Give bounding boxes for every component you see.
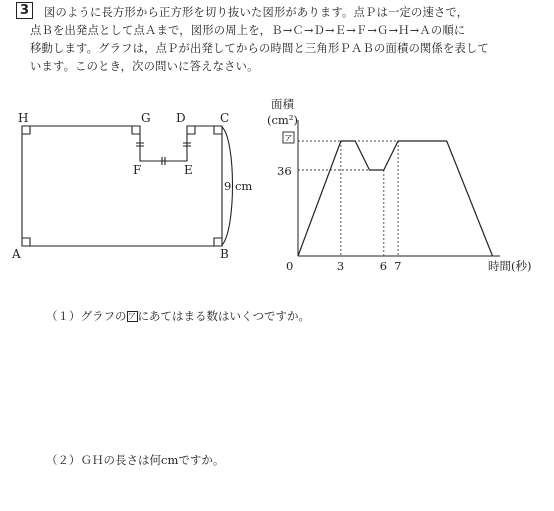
x-tick-label-3: 3 bbox=[336, 259, 345, 273]
right-angle-mark-b bbox=[214, 238, 222, 246]
right-angle-mark-a bbox=[22, 238, 30, 246]
label-a: A bbox=[12, 247, 21, 261]
x-tick-label-0: 0 bbox=[286, 259, 294, 273]
right-angle-mark-d bbox=[187, 126, 195, 134]
y-axis-label-line2: (cm²) bbox=[267, 113, 298, 127]
y-tick-label-36: 36 bbox=[277, 164, 292, 178]
right-angle-mark-c bbox=[214, 126, 222, 134]
label-d: D bbox=[176, 111, 186, 125]
question-2: （２）ＧＨの長さは何cmですか。 bbox=[46, 453, 225, 467]
x-tick-label-6: 6 bbox=[379, 259, 388, 273]
figure-outline bbox=[22, 126, 222, 246]
label-g: G bbox=[141, 111, 151, 125]
tick-fe bbox=[162, 157, 165, 165]
right-angle-mark-g bbox=[132, 126, 140, 134]
y-marker-box bbox=[283, 132, 294, 144]
y-marker-label: ア bbox=[284, 134, 293, 144]
dimension-brace bbox=[222, 127, 233, 245]
label-e: E bbox=[184, 163, 193, 177]
right-angle-mark-h bbox=[22, 126, 30, 134]
problem-number: 3 bbox=[16, 2, 33, 19]
label-h: H bbox=[18, 111, 29, 125]
question-1-prefix: （１）グラフの bbox=[46, 309, 127, 323]
question-1-suffix: にあてはまる数はいくつですか。 bbox=[137, 309, 310, 323]
problem-statement-line-1: 図のように長方形から正方形を切り抜いた図形があります。点Ｐは一定の速さで， bbox=[44, 6, 469, 19]
label-f: F bbox=[133, 163, 142, 177]
label-b: B bbox=[220, 247, 229, 261]
tick-gf bbox=[136, 143, 144, 146]
x-tick-label-7: 7 bbox=[394, 259, 402, 273]
y-axis-label-line1: 面積 bbox=[271, 97, 294, 111]
x-axis-label: 時間(秒) bbox=[488, 259, 532, 273]
tick-de bbox=[183, 143, 191, 146]
area-series-line bbox=[298, 141, 493, 256]
problem-statement-line-3: 移動します。グラフは，点Ｐが出発してからの時間と三角形ＰＡＢの面積の関係を表して bbox=[30, 42, 489, 55]
problem-statement-line-4: います。このとき，次の問いに答えなさい。 bbox=[30, 60, 259, 73]
label-c: C bbox=[220, 111, 230, 125]
question-1-marker: ア bbox=[128, 312, 136, 321]
problem-statement-line-2: 点Ｂを出発点として点Ａまで，図形の周上を，Ｂ→Ｃ→Ｄ→Ｅ→Ｆ→Ｇ→Ｈ→Ａの順に bbox=[30, 24, 466, 37]
question-1 bbox=[46, 308, 310, 324]
dimension-label: 9 cm bbox=[224, 179, 253, 193]
